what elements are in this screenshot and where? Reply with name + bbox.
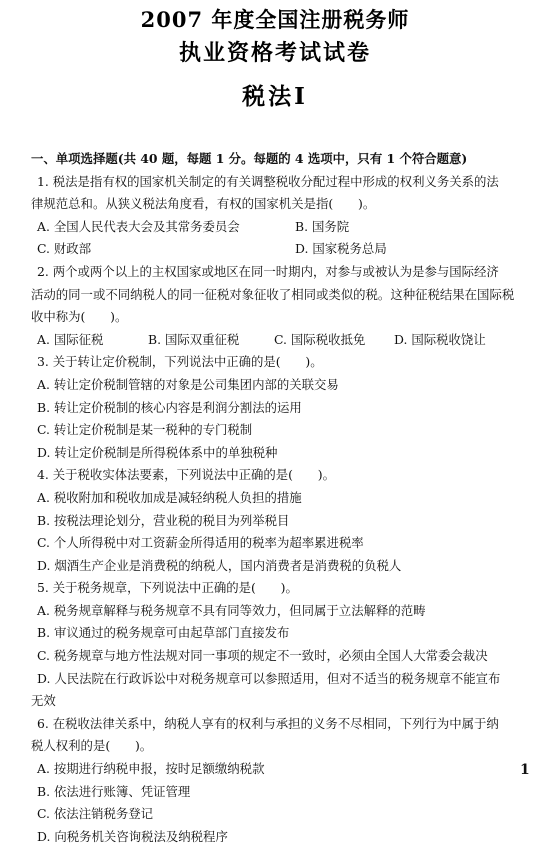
q4-option-b: B. 按税法理论划分，营业税的税目为列举税目	[37, 512, 290, 528]
q1-option-c: C. 财政部	[37, 241, 92, 257]
q4-option-c: C. 个人所得税中对工资薪金所得适用的税率为超率累进税率	[37, 535, 364, 551]
question-1-line2: 律规范总和。从狭义税法角度看，有权的国家机关是指( )。	[31, 196, 376, 212]
q6-option-a: A. 按期进行纳税申报，按时足额缴纳税款	[37, 761, 265, 777]
section-heading: 一、单项选择题(共 40 题，每题 1 分。每题的 4 选项中，只有 1 个符合题意)	[31, 151, 468, 166]
exam-title-line2: 执业资格考试试卷	[178, 40, 371, 66]
q2-option-c: C. 国际税收抵免	[274, 331, 366, 347]
question-1-line1: 1. 税法是指有权的国家机关制定的有关调整税收分配过程中形成的权利义务关系的法	[37, 173, 499, 189]
exam-subject: 税法Ⅰ	[242, 83, 308, 110]
q2-option-d: D. 国际税收饶让	[394, 331, 486, 347]
question-3-line1: 3. 关于转让定价税制，下列说法中正确的是( )。	[37, 354, 323, 370]
exam-content	[31, 148, 543, 848]
page-number: 1	[520, 762, 530, 778]
q3-option-c: C. 转让定价税制是某一税种的专门税制	[37, 422, 253, 438]
question-2-line2: 活动的同一或不同纳税人的同一征税对象征收了相同或类似的税。这种征税结果在国际税	[31, 286, 515, 302]
question-5-line1: 5. 关于税务规章，下列说法中正确的是( )。	[37, 580, 298, 596]
question-2-options	[31, 329, 543, 352]
question-2-line3: 收中称为( )。	[31, 309, 128, 325]
q2-option-b: B. 国际双重征税	[148, 331, 240, 347]
q2-option-a: A. 国际征税	[37, 331, 104, 347]
q5-option-d-continued: 无效	[31, 693, 56, 709]
q3-option-d: D. 转让定价税制是所得税体系中的单独税种	[37, 444, 278, 460]
question-2-line1: 2. 两个或两个以上的主权国家或地区在同一时期内，对参与或被认为是参与国际经济	[37, 263, 499, 279]
exam-title-line1: 2007 年度全国注册税务师	[140, 7, 410, 32]
q6-option-c: C. 依法注销税务登记	[37, 806, 154, 822]
question-1-options-row2	[31, 238, 543, 261]
question-4-line1: 4. 关于税收实体法要素，下列说法中正确的是( )。	[37, 467, 336, 483]
question-1-options-row1	[31, 216, 543, 239]
q4-option-a: A. 税收附加和税收加成是减轻纳税人负担的措施	[37, 489, 302, 505]
q5-option-a: A. 税务规章解释与税务规章不具有同等效力，但同属于立法解释的范畴	[37, 602, 426, 618]
q1-option-d: D. 国家税务总局	[295, 241, 387, 257]
q5-option-d: D. 人民法院在行政诉讼中对税务规章可以参照适用，但对不适当的税务规章不能宣布	[37, 670, 501, 686]
question-6-line2: 税人权利的是( )。	[31, 738, 153, 754]
q5-option-c: C. 税务规章与地方性法规对同一事项的规定不一致时，必须由全国人大常委会裁决	[37, 648, 488, 664]
q4-option-d: D. 烟酒生产企业是消费税的纳税人，国内消费者是消费税的负税人	[37, 557, 402, 573]
q3-option-a: A. 转让定价税制管辖的对象是公司集团内部的关联交易	[37, 376, 339, 392]
question-6-line1: 6. 在税收法律关系中，纳税人享有的权利与承担的义务不尽相同，下列行为中属于纳	[37, 715, 499, 731]
q1-option-a: A. 全国人民代表大会及其常务委员会	[37, 218, 240, 234]
q6-option-d: D. 向税务机关咨询税法及纳税程序	[37, 828, 228, 844]
q1-option-b: B. 国务院	[295, 218, 350, 234]
q3-option-b: B. 转让定价税制的核心内容是利润分割法的运用	[37, 399, 302, 415]
q5-option-b: B. 审议通过的税务规章可由起草部门直接发布	[37, 625, 290, 641]
q6-option-b: B. 依法进行账簿、凭证管理	[37, 783, 191, 799]
